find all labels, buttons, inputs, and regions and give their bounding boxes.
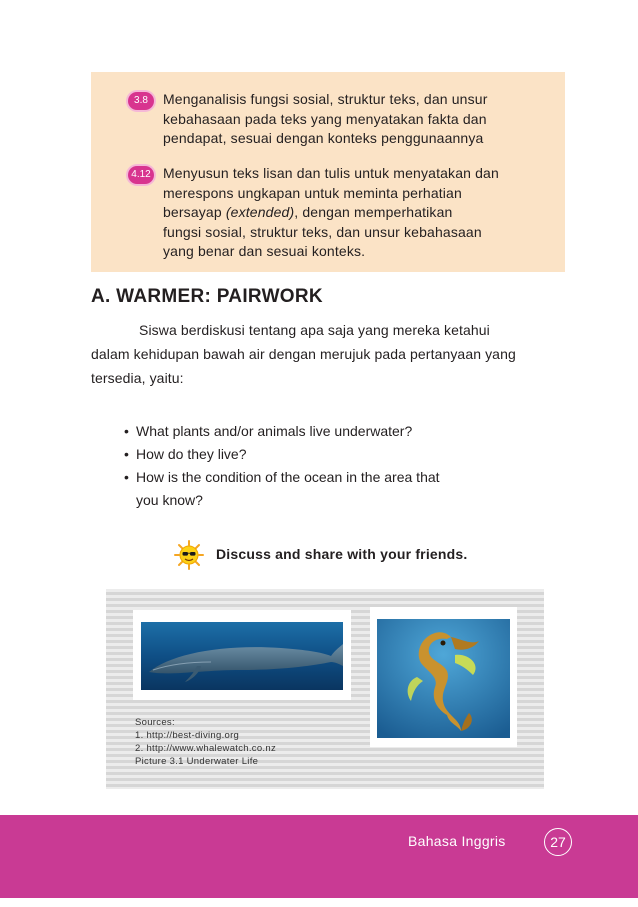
whale-photo-frame	[133, 610, 351, 700]
figure-caption: Picture 3.1 Underwater Life	[135, 756, 259, 767]
footer-subject: Bahasa Inggris	[408, 833, 506, 849]
competency-line: Menyusun teks lisan dan tulis untuk menyatakan dan	[163, 165, 499, 181]
seahorse-photo	[377, 619, 510, 738]
competency-line: yang benar dan sesuai konteks.	[163, 243, 366, 259]
page-number: 27	[544, 828, 572, 856]
sources-heading: Sources:	[135, 717, 175, 728]
competency-box	[91, 72, 565, 272]
seahorse-photo-frame	[370, 607, 517, 747]
competency-text	[163, 90, 553, 149]
competency-text	[163, 164, 553, 262]
source-item: 2. http://www.whalewatch.co.nz	[135, 743, 277, 754]
discuss-text: Discuss and share with your friends.	[216, 546, 468, 562]
section-heading: A. WARMER: PAIRWORK	[91, 286, 323, 307]
competency-code-badge: 4.12	[128, 166, 154, 184]
competency-code-badge: 3.8	[128, 92, 154, 110]
figure-sources	[135, 716, 276, 768]
intro-line: Siswa berdiskusi tentang apa saja yang mereka ketahui	[139, 322, 490, 338]
competency-line: kebahasaan pada teks yang menyatakan fakta dan	[163, 110, 487, 127]
competency-line-rest: , dengan memperhatikan	[294, 204, 453, 220]
intro-paragraph	[91, 318, 571, 390]
competency-line: Menganalisis fungsi sosial, struktur teks, dan unsur	[163, 91, 488, 107]
competency-line: fungsi sosial, struktur teks, dan unsur kebahasaan	[163, 223, 482, 240]
question-item-continuation: you know?	[136, 492, 203, 508]
question-item: • How is the condition of the ocean in the area that	[124, 466, 440, 489]
question-item: • How do they live?	[124, 443, 440, 466]
competency-line	[163, 203, 553, 223]
competency-emphasis: (extended)	[225, 204, 295, 220]
sun-with-sunglasses-icon	[174, 540, 204, 570]
competency-line: pendapat, sesuai dengan konteks penggunaannya	[163, 130, 484, 146]
intro-line: dalam kehidupan bawah air dengan merujuk pada pertanyaan yang	[91, 346, 516, 362]
figure-panel	[106, 589, 544, 789]
competency-line: merespons ungkapan untuk meminta perhatian	[163, 184, 462, 201]
whale-illustration	[141, 622, 343, 690]
source-item: 1. http://best-diving.org	[135, 730, 240, 741]
intro-line: tersedia, yaitu:	[91, 370, 184, 386]
question-item: • What plants and/or animals live underwater?	[124, 420, 440, 443]
question-list	[124, 420, 440, 512]
page-footer	[0, 815, 638, 898]
seahorse-illustration	[377, 619, 510, 738]
whale-photo	[141, 622, 343, 690]
competency-line-start: bersayap	[163, 204, 226, 220]
